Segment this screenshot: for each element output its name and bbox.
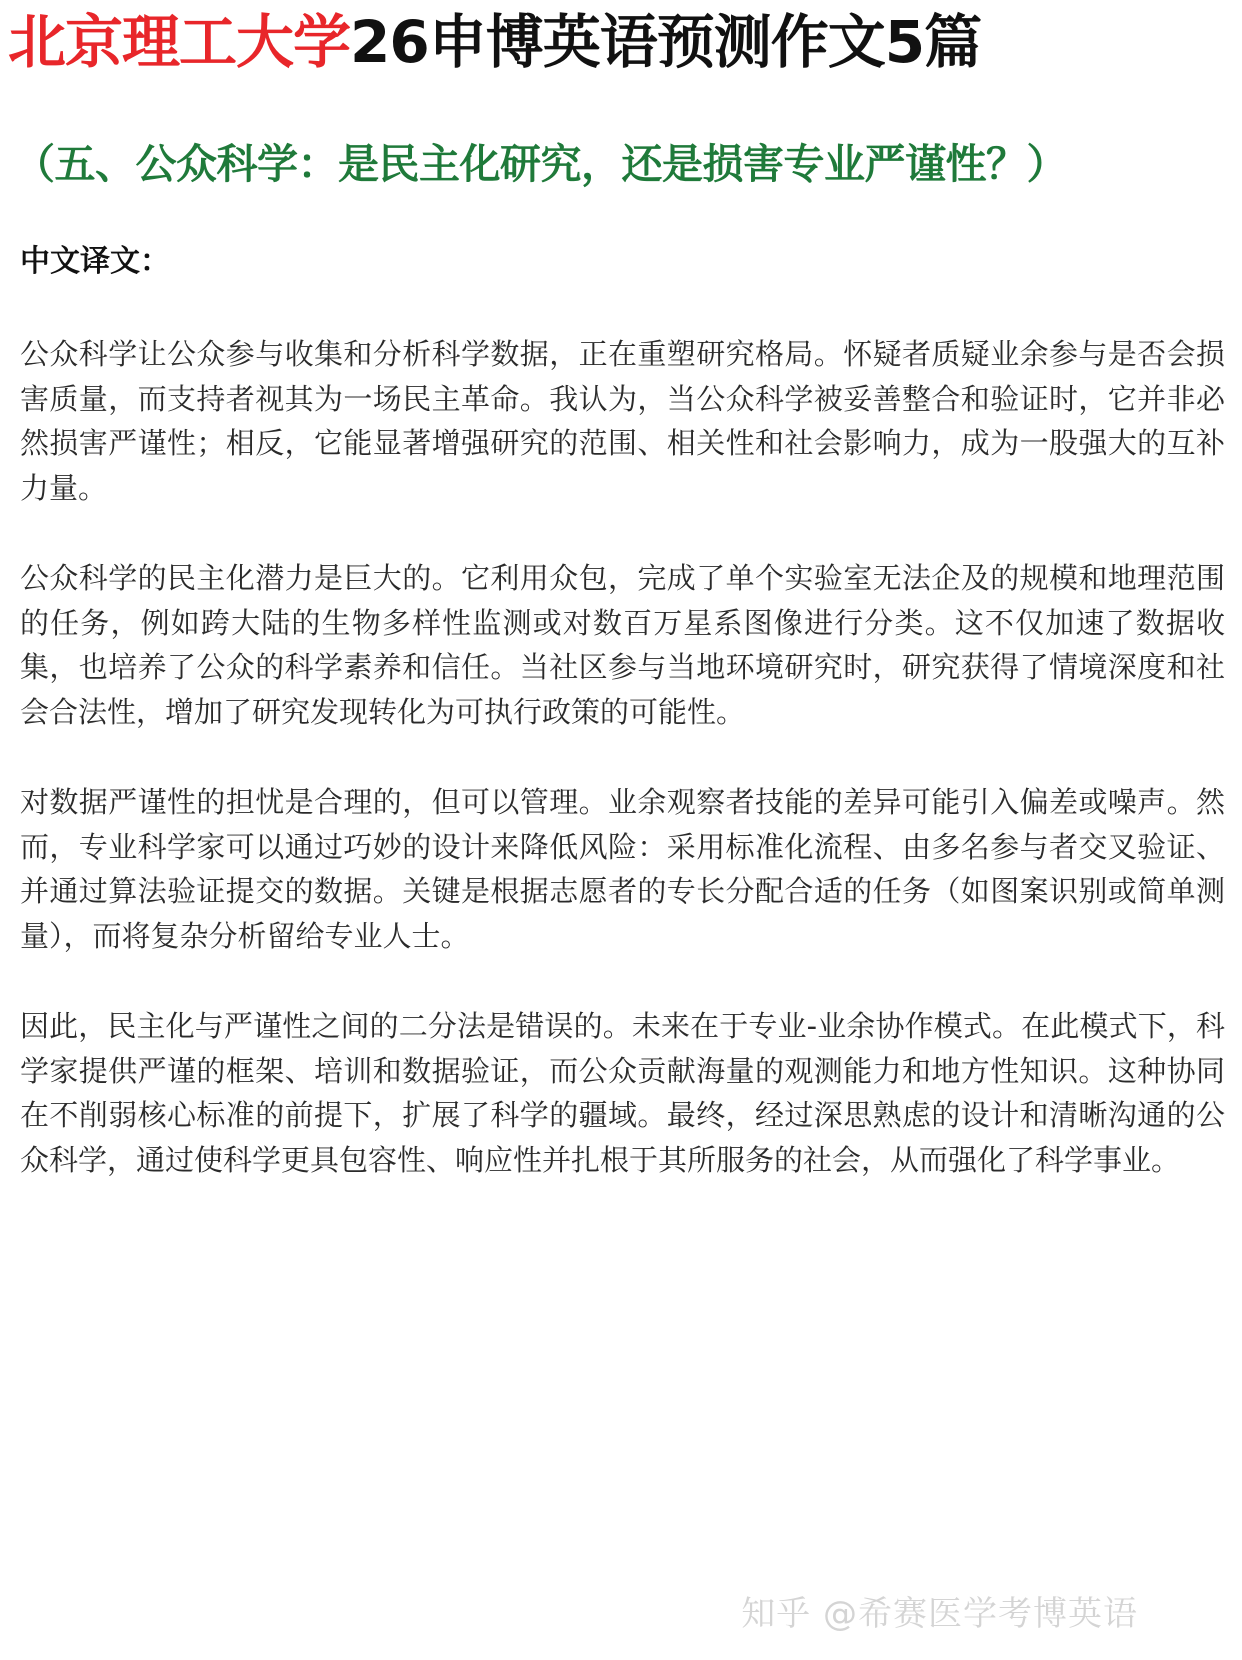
paragraph-2: 公众科学的民主化潜力是巨大的。它利用众包，完成了单个实验室无法企及的规模和地理范围的任务，例如跨大陆的生物多样性监测或对数百万星系图像进行分类。这不仅加速了数据收集，也培养了公众的科学素养和信任。当社区参与当地环境研究时，研究获得了情境深度和社会合法性，增加了研究发现转化为可执行政策的可能性。 — [20, 561, 1225, 729]
translation-body — [20, 332, 1225, 1228]
paragraph-4: 因此，民主化与严谨性之间的二分法是错误的。未来在于专业-业余协作模式。在此模式下，科学家提供严谨的框架、培训和数据验证，而公众贡献海量的观测能力和地方性知识。这种协同在不削弱核心标准的前提下，扩展了科学的疆域。最终，经过深思熟虑的设计和清晰沟通的公众科学，通过使科学更具包容性、响应性并扎根于其所服务的社会，从而强化了科学事业。 — [20, 1009, 1225, 1177]
title-topic: 26申博英语预测作文5篇 — [350, 8, 982, 76]
title-university: 北京理工大学 — [8, 8, 351, 76]
paragraph-3: 对数据严谨性的担忧是合理的，但可以管理。业余观察者技能的差异可能引入偏差或噪声。然而，专业科学家可以通过巧妙的设计来降低风险：采用标准化流程、由多名参与者交叉验证、并通过算法验证提交的数据。关键是根据志愿者的专长分配合适的任务（如图案识别或简单测量），而将复杂分析留给专业人士。 — [20, 785, 1225, 953]
section-label: 中文译文： — [20, 244, 170, 279]
essay-subtitle: （五、公众科学：是民主化研究，还是损害专业严谨性？） — [14, 140, 1067, 188]
page-title — [8, 4, 1234, 80]
watermark: 知乎 @希赛医学考博英语 — [741, 1594, 1138, 1634]
paragraph-1: 公众科学让公众参与收集和分析科学数据，正在重塑研究格局。怀疑者质疑业余参与是否会损害质量，而支持者视其为一场民主革命。我认为，当公众科学被妥善整合和验证时，它并非必然损害严谨性；相反，它能显著增强研究的范围、相关性和社会影响力，成为一股强大的互补力量。 — [20, 337, 1225, 505]
